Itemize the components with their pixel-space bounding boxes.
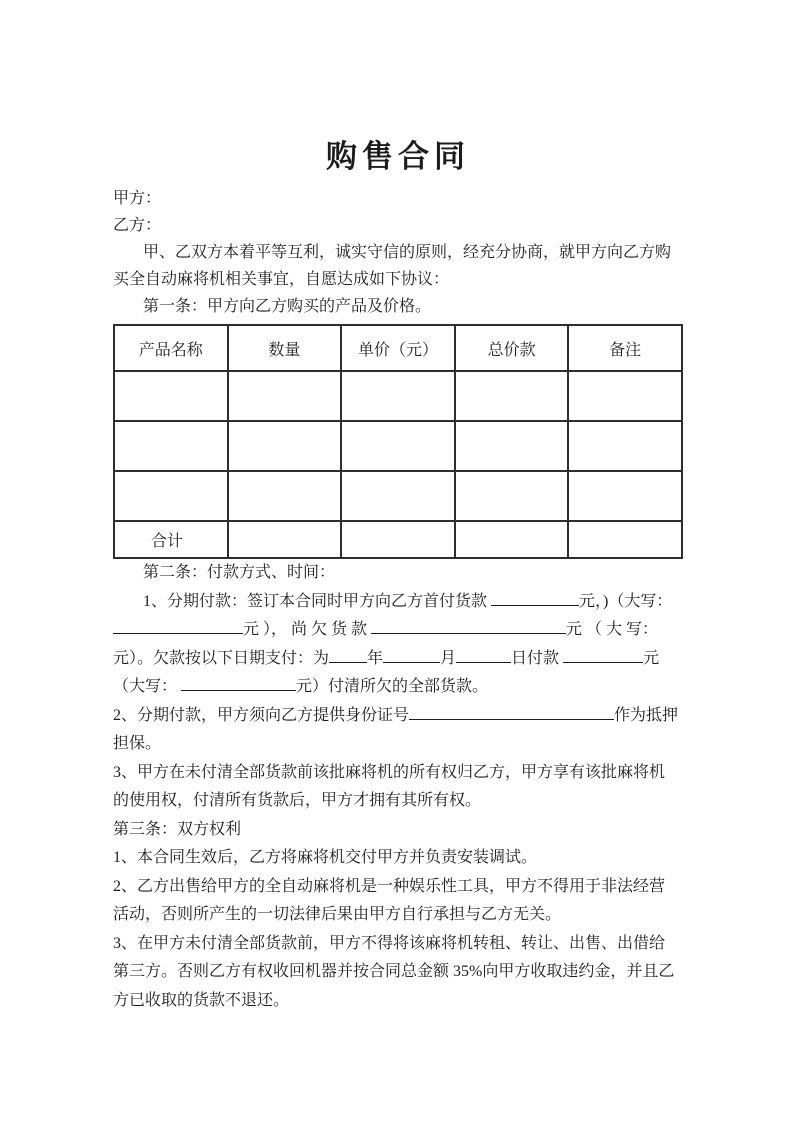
fill-in-blank (181, 675, 296, 691)
fill-in-blank (383, 647, 440, 663)
clause-3-item-2-line-1 (113, 873, 683, 902)
table-cell-empty (114, 371, 228, 421)
text-segment: 第三条：双方权利 (113, 820, 242, 838)
table-cell-empty (341, 471, 455, 521)
table-cell-empty (455, 421, 569, 471)
text-segment: 元）付清所欠的全部货款。 (296, 678, 489, 695)
table-cell-empty (341, 421, 455, 471)
clause-2-item-1-line-1 (113, 588, 683, 617)
document-content (113, 0, 683, 1015)
product-price-table (113, 324, 683, 559)
clause-3-item-3-line-3 (113, 987, 683, 1016)
text-segment: 第一条：甲方向乙方购买的产品及价格。 (143, 298, 432, 315)
table-cell-empty (228, 521, 342, 558)
text-segment: 活动，否则所产生的一切法律后果由甲方自行承担与乙方无关。 (113, 906, 562, 923)
text-segment: 买全自动麻将机相关事宜，自愿达成如下协议： (113, 271, 450, 288)
table-cell-empty (568, 421, 682, 471)
fill-in-blank (456, 647, 511, 663)
table-header-cell: 总价款 (455, 325, 569, 371)
table-total-label: 合计 (114, 521, 228, 558)
text-segment: 3、在甲方未付清全部货款前，甲方不得将该麻将机转租、转让、出售、出借给 (113, 934, 666, 952)
text-segment: 月 (440, 649, 457, 667)
intro-line-1 (113, 239, 683, 266)
table-cell-empty (228, 421, 342, 471)
table-head (114, 325, 682, 371)
text-segment: 元 ）， 尚 欠 货 款 (243, 621, 372, 638)
table-body (114, 371, 682, 558)
table-total-row (114, 521, 682, 558)
text-segment: 的使用权，付清所有货款后，甲方才拥有其所有权。 (113, 792, 482, 809)
text-segment: 甲、乙双方本着平等互利，诚实守信的原则，经充分协商，就甲方向乙方购 (143, 244, 672, 261)
table-header-cell: 产品名称 (114, 325, 228, 371)
text-segment: 2、分期付款，甲方须向乙方提供身份证号 (113, 706, 410, 724)
fill-in-blank (113, 618, 243, 634)
text-segment: 担保。 (113, 735, 162, 752)
table-header-cell: 数量 (228, 325, 342, 371)
party-a-line (113, 185, 683, 212)
text-segment: 年 (367, 649, 384, 667)
text-segment: 乙方： (113, 217, 162, 234)
clause-2-item-1-line-4 (113, 673, 683, 702)
text-segment: 元 (643, 649, 660, 667)
clause-2-item-3-line-2 (113, 787, 683, 816)
clause-3-item-3-line-1 (113, 930, 683, 959)
fill-in-blank (409, 704, 614, 720)
table-cell-empty (114, 471, 228, 521)
table-cell-empty (455, 371, 569, 421)
text-segment: 1、本合同生效后，乙方将麻将机交付甲方并负责安装调试。 (113, 849, 538, 866)
intro-line-2 (113, 266, 683, 293)
text-segment: （大写： (113, 678, 182, 695)
clause-1-heading (113, 293, 683, 320)
table-cell-empty (568, 521, 682, 558)
table-cell-empty (455, 521, 569, 558)
fill-in-blank (491, 590, 579, 606)
clause-2-item-3-line-1 (113, 759, 683, 788)
text-segment: 元，)（大写： (579, 592, 673, 610)
clause-2-heading (113, 559, 683, 588)
clause-3-heading (113, 816, 683, 845)
table-cell-empty (341, 371, 455, 421)
fill-in-blank (371, 618, 566, 634)
text-segment: 2、乙方出售给甲方的全自动麻将机是一种娱乐性工具，甲方不得用于非法经营 (113, 877, 666, 895)
text-segment: 第二条：付款方式、时间： (143, 564, 336, 581)
table-row (114, 471, 682, 521)
clause-2-item-2-line-2 (113, 730, 683, 759)
table-row (114, 371, 682, 421)
table-cell-empty (568, 471, 682, 521)
table-header-row (114, 325, 682, 371)
fill-in-blank (329, 647, 367, 663)
fill-in-blank (563, 647, 643, 663)
table-cell-empty (455, 471, 569, 521)
clause-2-item-1-line-2 (113, 616, 683, 645)
party-b-line (113, 212, 683, 239)
table-cell-empty (114, 421, 228, 471)
text-segment: 作为抵押 (614, 706, 679, 724)
table-header-cell: 备注 (568, 325, 682, 371)
clause-3-item-1 (113, 844, 683, 873)
table-cell-empty (228, 371, 342, 421)
table-cell-empty (341, 521, 455, 558)
clause-2-item-1-line-3 (113, 645, 683, 674)
text-segment: 元 （ 大 写： (566, 621, 659, 638)
document-title: 购售合同 (326, 139, 470, 174)
text-segment: 第三方。否则乙方有权收回机器并按合同总金额 35%向甲方收取违约金，并且乙 (113, 963, 675, 980)
text-segment: 甲方： (113, 190, 162, 207)
table-row (114, 421, 682, 471)
pre-table-lines (113, 185, 683, 320)
post-table-lines (113, 559, 683, 1015)
table-cell-empty (568, 371, 682, 421)
clause-2-item-2-line-1 (113, 702, 683, 731)
clause-3-item-2-line-2 (113, 901, 683, 930)
text-segment: 3、甲方在未付清全部货款前该批麻将机的所有权归乙方，甲方享有该批麻将机 (113, 763, 666, 781)
table-header-cell: 单价（元） (341, 325, 455, 371)
text-segment: 1、分期付款：签订本合同时甲方向乙方首付货款 (143, 592, 492, 610)
text-segment: 方已收取的货款不退还。 (113, 991, 290, 1009)
table-cell-empty (228, 471, 342, 521)
clause-3-item-3-line-2 (113, 958, 683, 987)
text-segment: 元）。欠款按以下日期支付：为 (113, 649, 330, 667)
text-segment: 日付款 (511, 649, 564, 667)
